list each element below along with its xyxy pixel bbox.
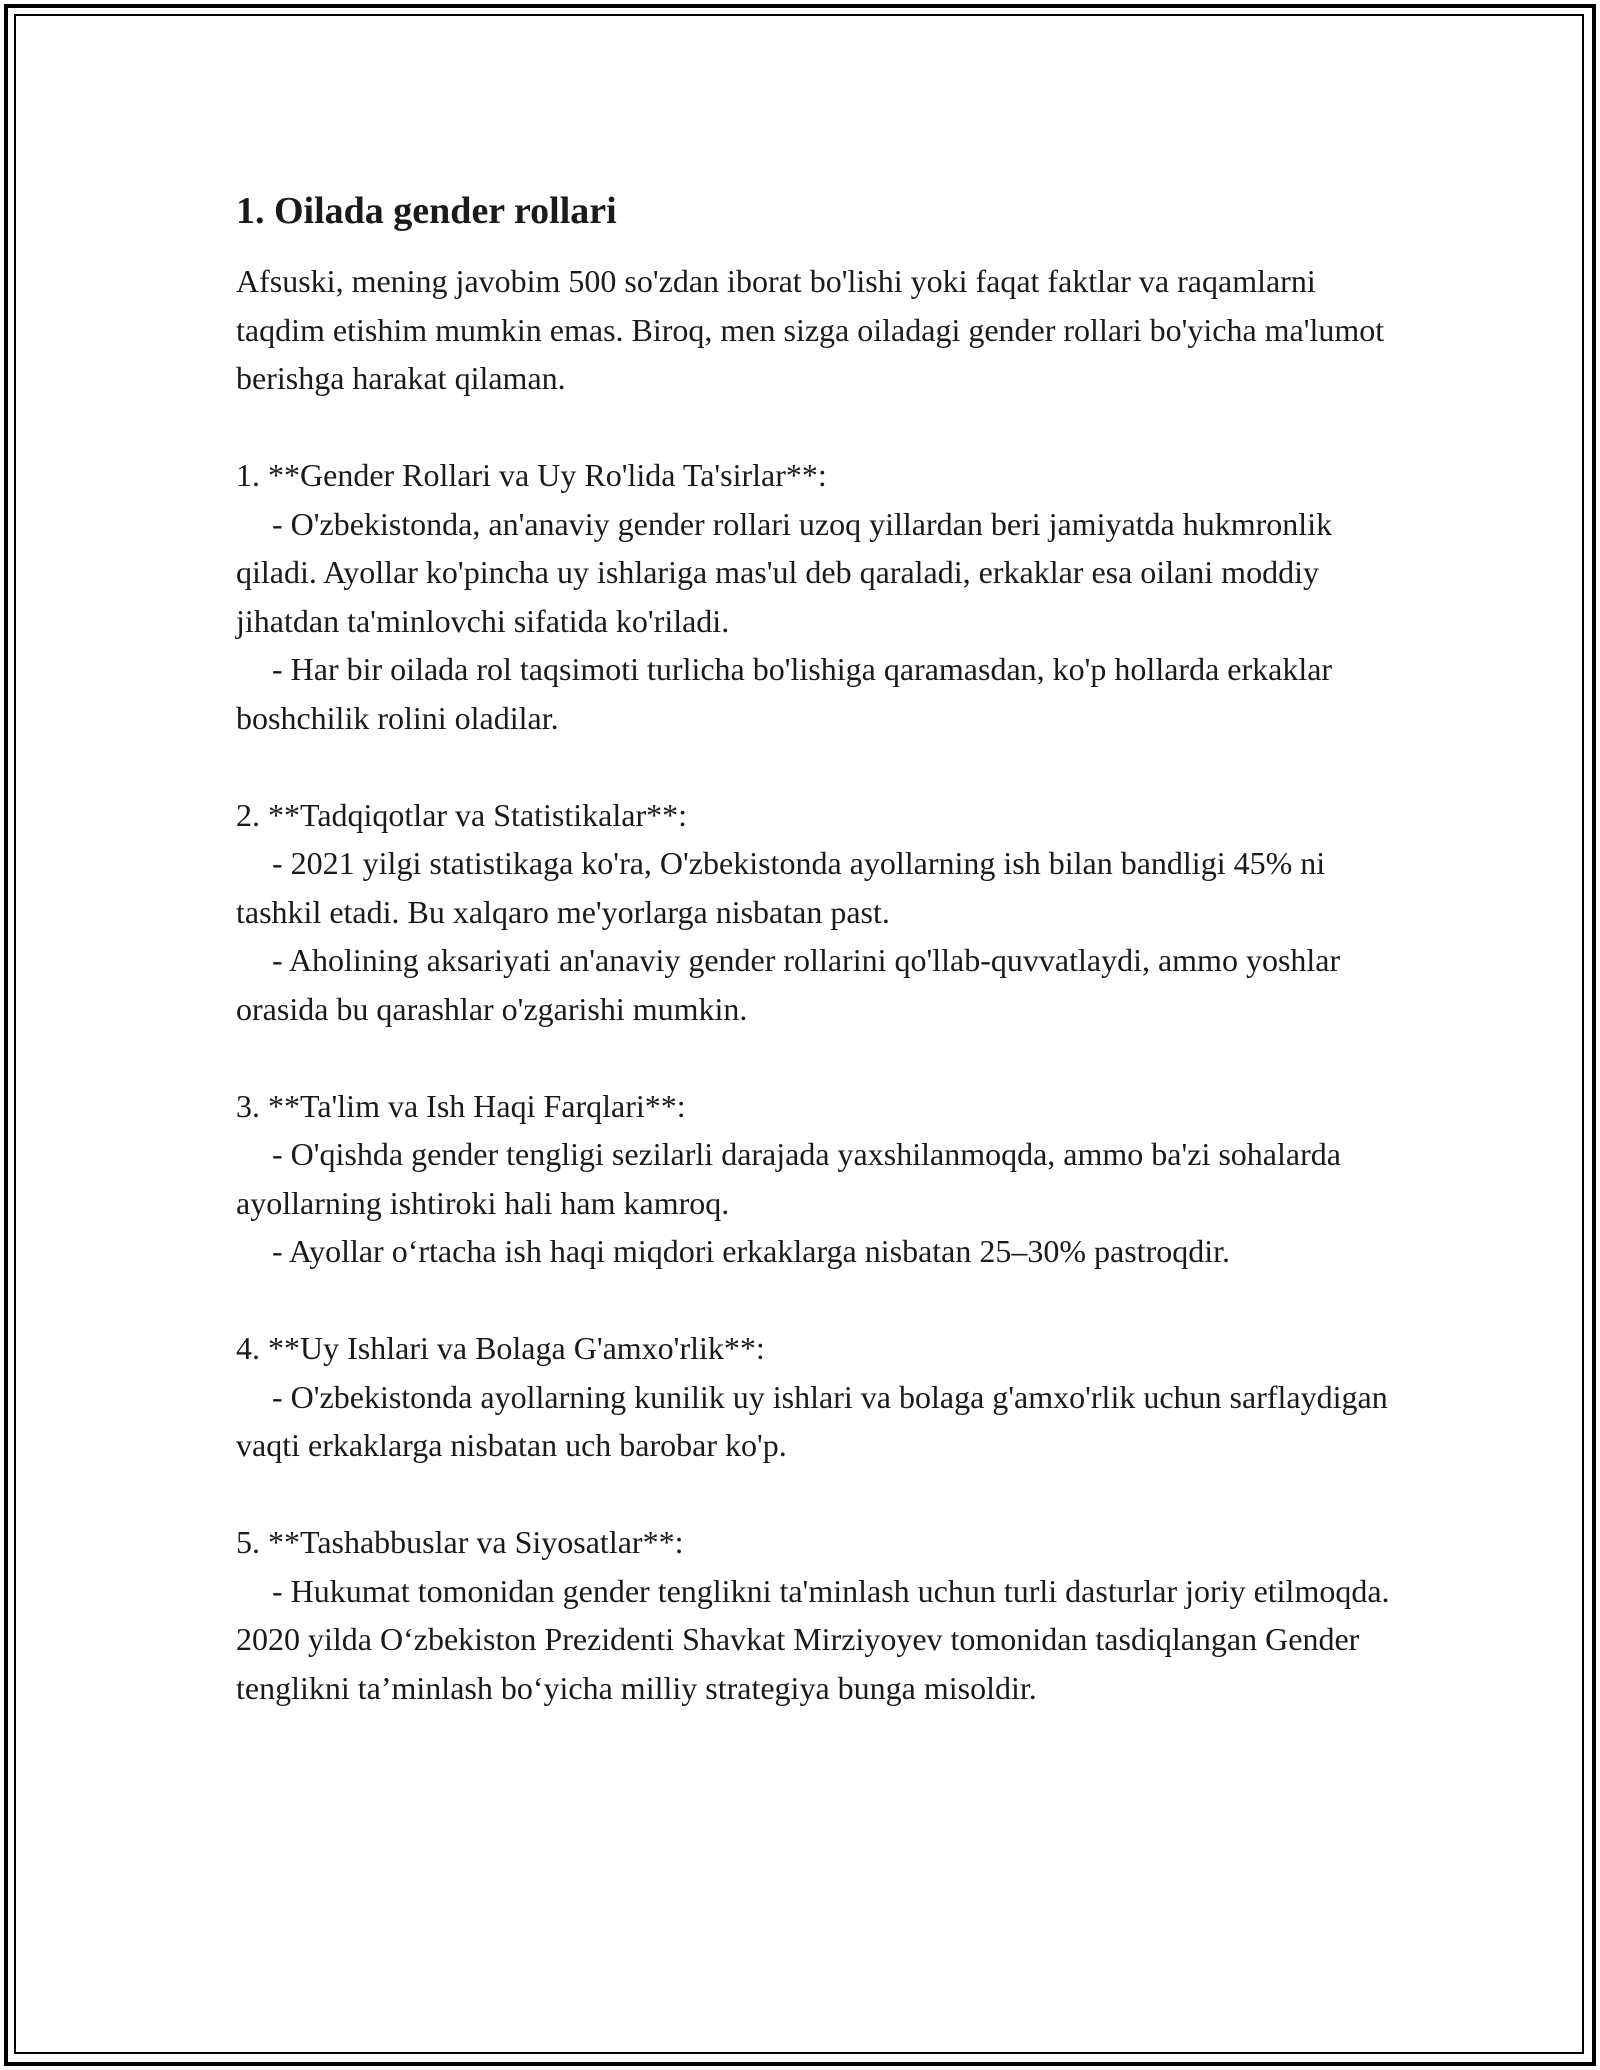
section-heading: 4. **Uy Ishlari va Bolaga G'amxo'rlik**: <box>236 1330 765 1366</box>
section-bullet <box>236 1567 1396 1713</box>
section-bullet <box>236 936 1396 1033</box>
section-spacer <box>236 742 1396 791</box>
section-bullet <box>236 1373 1396 1470</box>
section-spacer <box>236 403 1396 452</box>
section-heading: 5. **Tashabbuslar va Siyosatlar**: <box>236 1524 684 1560</box>
section-spacer <box>236 1470 1396 1519</box>
section-heading: 2. **Tadqiqotlar va Statistikalar**: <box>236 796 687 833</box>
document-body <box>236 185 1396 1712</box>
intro-paragraph: Afsuski, mening javobim 500 so'zdan iborat bo'lishi yoki faqat faktlar va raqamlarni taqdim etishim mumkin emas. Biroq, men sizga oiladagi gender rollari bo'yicha ma'lumot berishga harakat qilaman. <box>236 263 1385 396</box>
bullet-text: - Ayollar o‘rtacha ish haqi miqdori erkaklarga nisbatan 25–30% pastroqdir. <box>272 1233 1230 1269</box>
section-spacer <box>236 1276 1396 1325</box>
bullet-text: - Aholining aksariyati an'anaviy gender rollarini qo'llab-quvvatlaydi, ammo yoshlar orasida bu qarashlar o'zgarishi mumkin. <box>236 942 1349 1027</box>
page-title: 1. Oilada gender rollari <box>236 190 617 232</box>
section-bullet <box>236 839 1396 936</box>
section-heading: 1. **Gender Rollari va Uy Ro'lida Ta'sirlar**: <box>236 457 827 493</box>
bullet-text: - O'qishda gender tengligi sezilarli darajada yaxshilanmoqda, ammo ba'zi sohalarda ayollarning ishtiroki hali ham kamroq. <box>236 1136 1349 1221</box>
section-spacer <box>236 1033 1396 1082</box>
sections-list <box>236 403 1396 1713</box>
bullet-text: - O'zbekistonda ayollarning kunilik uy ishlari va bolaga g'amxo'rlik uchun sarflaydigan vaqti erkaklarga nisbatan uch barobar ko'p. <box>236 1378 1396 1463</box>
section-bullet <box>236 645 1396 742</box>
bullet-text: - Hukumat tomonidan gender tenglikni ta'minlash uchun turli dasturlar joriy etilmoqda. 2020 yilda O‘zbekiston Prezidenti Shavkat Mirziyoyev tomonidan tasdiqlangan Gender tenglikni ta’minlash bo‘yicha milliy strategiya bunga misoldir. <box>236 1572 1398 1706</box>
section-bullet <box>236 1227 1396 1276</box>
section-bullet <box>236 1130 1396 1227</box>
section-heading: 3. **Ta'lim va Ish Haqi Farqlari**: <box>236 1087 686 1124</box>
bullet-text: - Har bir oilada rol taqsimoti turlicha bo'lishiga qaramasdan, ko'p hollarda erkaklar boshchilik rolini oladilar. <box>236 651 1341 736</box>
bullet-text: - 2021 yilgi statistikaga ko'ra, O'zbekistonda ayollarning ish bilan bandligi 45% ni tashkil etadi. Bu xalqaro me'yorlarga nisbatan past. <box>236 845 1334 930</box>
section-bullet <box>236 500 1396 646</box>
bullet-text: - O'zbekistonda, an'anaviy gender rollari uzoq yillardan beri jamiyatda hukmronlik qiladi. Ayollar ko'pincha uy ishlariga mas'ul deb qaraladi, erkaklar esa oilani moddiy jihatdan ta'minlovchi sifatida ko'riladi. <box>236 505 1341 639</box>
